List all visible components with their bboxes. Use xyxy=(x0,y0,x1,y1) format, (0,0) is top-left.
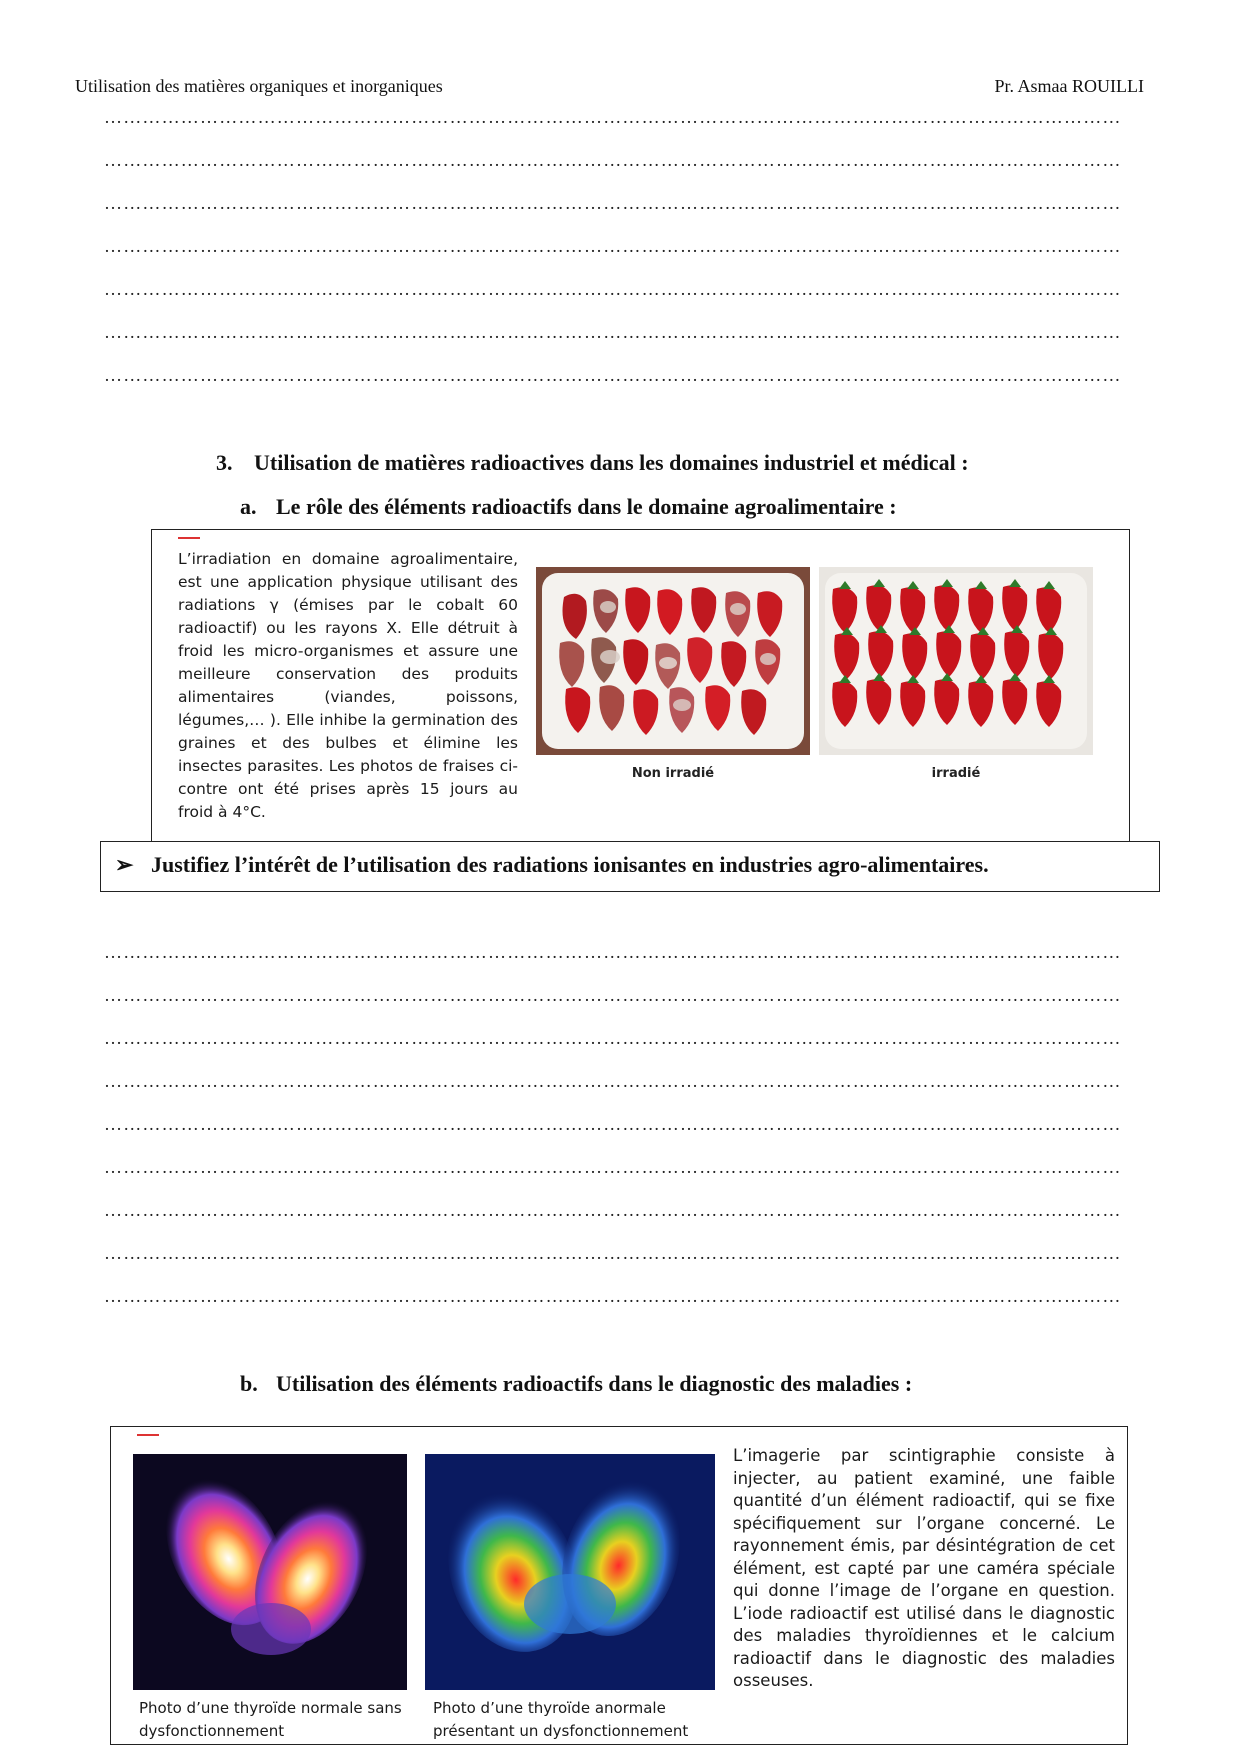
diagnostic-document-box xyxy=(110,1426,1128,1745)
answer-line: …………………………………………………………………………………………………………………………………………… xyxy=(104,1071,1122,1091)
question-box xyxy=(100,841,1160,892)
irradiated-strawberries-photo xyxy=(819,567,1093,755)
section-a-title: Le rôle des éléments radioactifs dans le domaine agroalimentaire : xyxy=(276,494,897,519)
answer-line: …………………………………………………………………………………………………………………………………………… xyxy=(104,322,1122,342)
answer-line: …………………………………………………………………………………………………………………………………………… xyxy=(104,193,1122,213)
answer-line: …………………………………………………………………………………………………………………………………………… xyxy=(104,150,1122,170)
scintigraphy-paragraph: L’imagerie par scintigraphie consiste à injecter, au patient examiné, une faible quantité d’un élément radioactif, qui se fixe spécifiquement sur l’organe concerné. Le rayonnement émis, par désintégration de cet élément, est capté par une caméra spéciale qui donne l’image de l’organe en question. L’iode radioactif est utilisé dans le diagnostic des maladies thyroïdiennes et le calcium radioactif dans le diagnostic des maladies osseuses. xyxy=(733,1446,1115,1690)
answer-line: …………………………………………………………………………………………………………………………………………… xyxy=(104,1200,1122,1220)
caption-abnormal-thyroid: Photo d’une thyroïde anormale présentant un dysfonctionnement xyxy=(433,1699,689,1740)
normal-thyroid-scan-image xyxy=(133,1454,407,1690)
question-text: Justifiez l’intérêt de l’utilisation des radiations ionisantes en industries agro-alimentaires. xyxy=(151,852,989,877)
agro-document-box xyxy=(151,529,1130,844)
arrow-bullet-icon: ➢ xyxy=(115,852,134,877)
answer-line: …………………………………………………………………………………………………………………………………………… xyxy=(104,1028,1122,1048)
answer-line: …………………………………………………………………………………………………………………………………………… xyxy=(104,985,1122,1005)
non-irradiated-strawberries-photo xyxy=(536,567,810,755)
section-3-number: 3. xyxy=(216,450,233,475)
section-b-letter: b. xyxy=(240,1371,258,1396)
answer-line: …………………………………………………………………………………………………………………………………………… xyxy=(104,236,1122,256)
red-mark xyxy=(178,537,200,539)
caption-normal-thyroid: Photo d’une thyroïde normale sans dysfonctionnement xyxy=(139,1699,402,1740)
section-3-title: Utilisation de matières radioactives dans les domaines industriel et médical : xyxy=(254,450,969,475)
answer-line: …………………………………………………………………………………………………………………………………………… xyxy=(104,1114,1122,1134)
answer-line: …………………………………………………………………………………………………………………………………………… xyxy=(104,1157,1122,1177)
running-header-title: Utilisation des matières organiques et inorganiques xyxy=(75,76,443,96)
section-b-title: Utilisation des éléments radioactifs dans le diagnostic des maladies : xyxy=(276,1371,913,1396)
answer-line: …………………………………………………………………………………………………………………………………………… xyxy=(104,1286,1122,1306)
section-a-letter: a. xyxy=(240,494,257,519)
caption-irradiated: irradié xyxy=(931,766,981,781)
answer-line: …………………………………………………………………………………………………………………………………………… xyxy=(104,365,1122,385)
caption-non-irradiated: Non irradié xyxy=(631,766,715,781)
red-mark xyxy=(137,1434,159,1436)
answer-line: …………………………………………………………………………………………………………………………………………… xyxy=(104,942,1122,962)
answer-line: …………………………………………………………………………………………………………………………………………… xyxy=(104,1243,1122,1263)
running-header-author: Pr. Asmaa ROUILLI xyxy=(994,76,1144,96)
answer-line: …………………………………………………………………………………………………………………………………………… xyxy=(104,279,1122,299)
answer-line: …………………………………………………………………………………………………………………………………………… xyxy=(104,107,1122,127)
abnormal-thyroid-scan-image xyxy=(425,1454,715,1690)
agro-paragraph: L’irradiation en domaine agroalimentaire, est une application physique utilisant des radiations γ (émises par le cobalt 60 radioactif) ou les rayons X. Elle détruit à froid les micro-organismes et assure une meilleure conservation des produits alimentaires (viandes, poissons, légumes,… ). Elle inhibe la germination des graines et des bulbes et élimine les insectes parasites. Les photos de fraises ci-contre ont été prises après 15 jours au froid à 4°C. xyxy=(178,550,518,821)
